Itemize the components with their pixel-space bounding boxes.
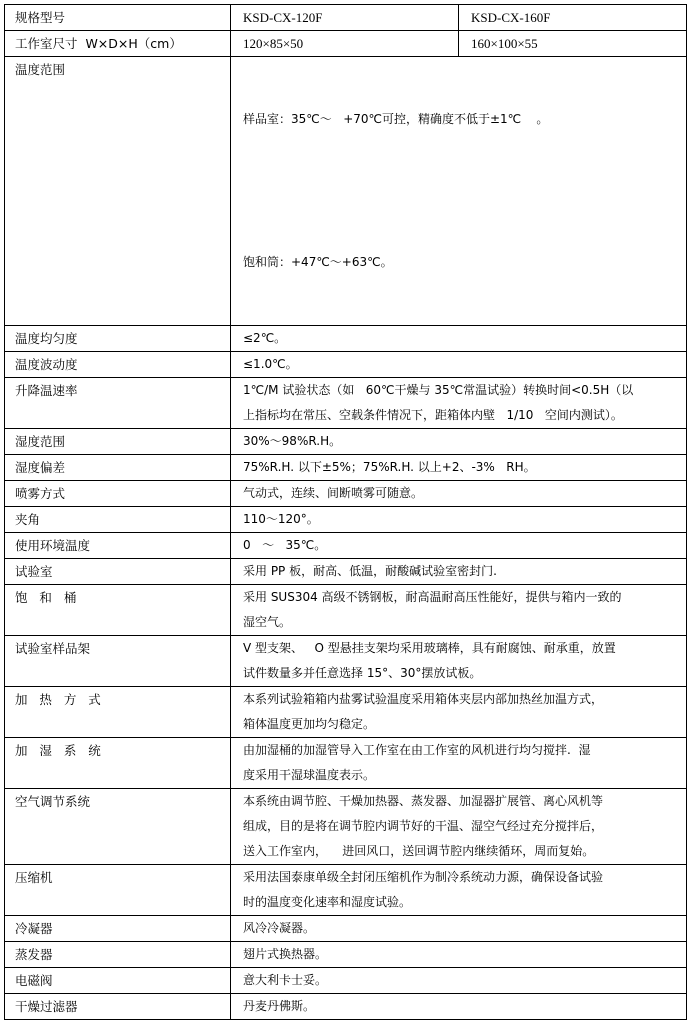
row-value	[231, 789, 687, 865]
row-value	[231, 378, 687, 429]
table-row	[5, 481, 687, 507]
row-value	[231, 533, 687, 559]
row-value	[231, 636, 687, 687]
value-line: 饱和筒：+47℃～+63℃。	[243, 255, 393, 269]
table-row	[5, 455, 687, 481]
table-row	[5, 968, 687, 994]
row-label: 干燥过滤器	[5, 994, 231, 1020]
table-row	[5, 326, 687, 352]
row-value	[231, 481, 687, 507]
row-label: 使用环境温度	[5, 533, 231, 559]
row-value	[231, 942, 687, 968]
row-label: 压缩机	[5, 865, 231, 916]
size-120f: 120×85×50	[231, 31, 459, 57]
model-120f: KSD-CX-120F	[231, 5, 459, 31]
row-value	[231, 687, 687, 738]
value-line: 0 ～ 35℃。	[243, 538, 327, 552]
value-line: 采用 SUS304 高级不锈钢板，耐高温耐高压性能好，提供与箱内一致的	[243, 590, 622, 604]
table-row	[5, 559, 687, 585]
value-line: 气动式，连续、间断喷雾可随意。	[243, 486, 424, 500]
row-label: 空气调节系统	[5, 789, 231, 865]
value-line: 上指标均在常压、空载条件情况下，距箱体内壁 1/10 空间内测试）。	[243, 408, 623, 422]
table-row	[5, 994, 687, 1020]
value-line: 湿空气。	[243, 615, 292, 629]
table-row	[5, 31, 687, 57]
value-line: 1℃/M 试验状态（如 60℃干燥与 35℃常温试验）转换时间<0.5H（以	[243, 383, 634, 397]
row-label: 湿度偏差	[5, 455, 231, 481]
row-label: 试验室	[5, 559, 231, 585]
value-line: 采用法国泰康单级全封闭压缩机作为制冷系统动力源，确保设备试验	[243, 870, 604, 884]
value-line: 翅片式换热器。	[243, 947, 328, 961]
value-line: 丹麦丹佛斯。	[243, 999, 316, 1013]
table-row	[5, 789, 687, 865]
row-value	[231, 994, 687, 1020]
value-line: 本系统由调节腔、干燥加热器、蒸发器、加湿器扩展管、离心风机等	[243, 794, 604, 808]
value-line: 试件数量多并任意选择 15°、30°摆放试板。	[243, 666, 482, 680]
row-label: 规格型号	[5, 5, 231, 31]
row-label: 试验室样品架	[5, 636, 231, 687]
row-value	[231, 738, 687, 789]
row-label: 工作室尺寸 W×D×H（cm）	[5, 31, 231, 57]
row-label: 加 湿 系 统	[5, 738, 231, 789]
row-label: 饱 和 桶	[5, 585, 231, 636]
model-160f: KSD-CX-160F	[459, 5, 687, 31]
row-label: 喷雾方式	[5, 481, 231, 507]
value-line: 意大利卡士妥。	[243, 973, 328, 987]
row-label: 电磁阀	[5, 968, 231, 994]
row-value	[231, 865, 687, 916]
table-row	[5, 378, 687, 429]
value-line: 样品室：35℃～ +70℃可控，精确度不低于±1℃ 。	[243, 112, 549, 126]
value-line: 度采用干湿球温度表示。	[243, 768, 376, 782]
table-row	[5, 352, 687, 378]
value-line: 时的温度变化速率和湿度试验。	[243, 895, 412, 909]
row-label: 蒸发器	[5, 942, 231, 968]
table-row	[5, 585, 687, 636]
value-line: 75%R.H. 以下±5%；75%R.H. 以上+2、-3% RH。	[243, 460, 536, 474]
value-line: 110～120°。	[243, 512, 319, 526]
row-label: 温度范围	[5, 57, 231, 326]
value-line: 由加湿桶的加湿管导入工作室在由工作室的风机进行均匀搅拌. 湿	[243, 743, 591, 757]
value-line: ≤1.0℃。	[243, 357, 298, 371]
value-line: 30%～98%R.H。	[243, 434, 342, 448]
table-row	[5, 738, 687, 789]
row-value	[231, 968, 687, 994]
table-row	[5, 533, 687, 559]
table-row	[5, 57, 687, 326]
row-value	[231, 57, 687, 326]
row-label: 温度均匀度	[5, 326, 231, 352]
row-value	[231, 559, 687, 585]
row-value	[231, 585, 687, 636]
value-line: 采用 PP 板，耐高、低温，耐酸碱试验室密封门.	[243, 564, 497, 578]
row-value	[231, 429, 687, 455]
value-line: 本系列试验箱箱内盐雾试验温度采用箱体夹层内部加热丝加温方式，	[243, 692, 604, 706]
value-line: 组成，目的是将在调节腔内调节好的干温、湿空气经过充分搅拌后，	[243, 819, 604, 833]
row-label: 湿度范围	[5, 429, 231, 455]
table-row	[5, 429, 687, 455]
value-line: ≤2℃。	[243, 331, 287, 345]
row-value	[231, 455, 687, 481]
row-label: 升降温速率	[5, 378, 231, 429]
table-row	[5, 942, 687, 968]
row-label: 冷凝器	[5, 916, 231, 942]
value-line: V 型支架、 O 型悬挂支架均采用玻璃棒，具有耐腐蚀、耐承重，放置	[243, 641, 616, 655]
row-value	[231, 326, 687, 352]
spec-table	[4, 4, 687, 1020]
row-label: 温度波动度	[5, 352, 231, 378]
table-row	[5, 687, 687, 738]
table-row	[5, 865, 687, 916]
table-row	[5, 636, 687, 687]
table-row	[5, 916, 687, 942]
table-row	[5, 507, 687, 533]
value-line: 箱体温度更加均匀稳定。	[243, 717, 376, 731]
value-line: 送入工作室内， 进回风口，送回调节腔内继续循环，周而复始。	[243, 844, 595, 858]
value-line: 风冷冷凝器。	[243, 921, 316, 935]
table-row	[5, 5, 687, 31]
size-160f: 160×100×55	[459, 31, 687, 57]
row-value	[231, 507, 687, 533]
row-value	[231, 916, 687, 942]
row-value	[231, 352, 687, 378]
row-label: 夹角	[5, 507, 231, 533]
row-label: 加 热 方 式	[5, 687, 231, 738]
